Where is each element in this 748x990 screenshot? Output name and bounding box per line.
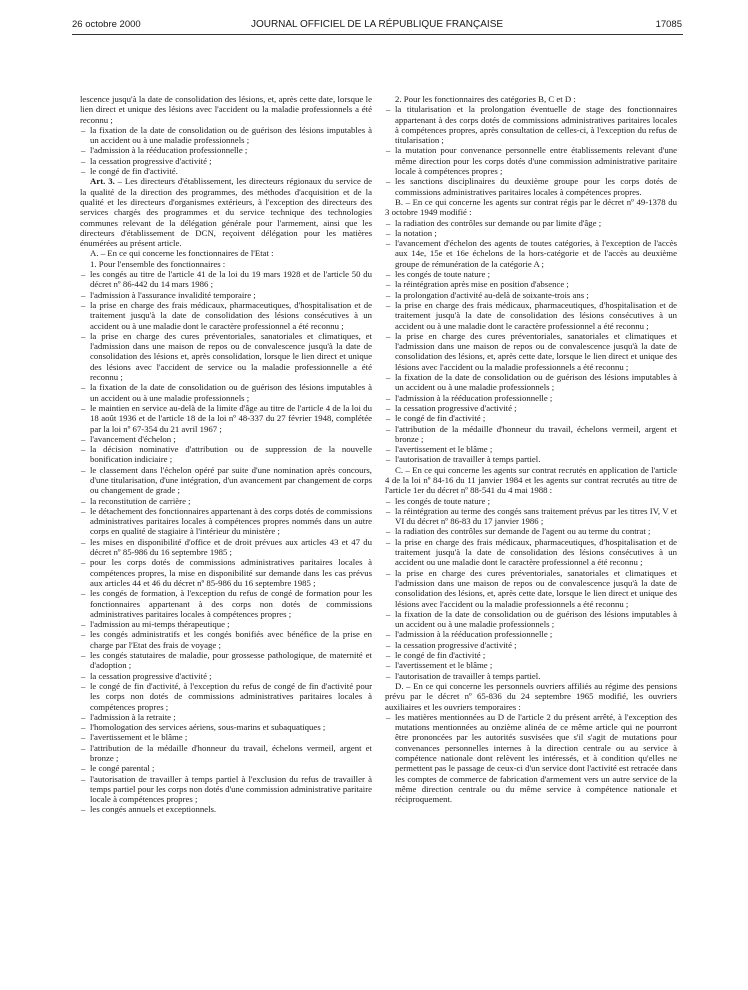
list-item: – l'autorisation de travailler à temps partiel à l'exclusion du refus de travailler à temps partiel pour les corps non dotés d'une commission administrative paritaire locale à compétences propres ; [80, 774, 372, 805]
list-item: – la radiation des contrôles sur demande de l'agent ou au terme du contrat ; [385, 526, 677, 536]
list-d [385, 218, 677, 465]
page-number: 17085 [655, 19, 682, 30]
list-item: – les congés de toute nature ; [385, 496, 677, 506]
list-item: – l'attribution de la médaille d'honneur du travail, échelons vermeil, argent et bronze ; [385, 424, 677, 445]
list-item: – l'admission à la rééducation professionnelle ; [80, 145, 372, 155]
article-3-text: – Les directeurs d'établissement, les directeurs régionaux du service de la qualité de la direction des programmes, des méthodes d'acquisition et de la qualité et les directeurs d'organismes extérieurs, à l'exception des directeurs des services chargés des programmes et du service technique des technologies communes relevant de la délégation générale pour l'armement, ainsi que les directeurs d'établissement de DCN, reçoivent délégation pour les matières énumérées au présent article. [80, 176, 372, 249]
list-item: – les mises en disponibilité d'office et de droit prévues aux articles 43 et 47 du décret nº 85-986 du 16 septembre 1985 ; [80, 537, 372, 558]
list-item: – l'avancement d'échelon des agents de toutes catégories, à l'exception de l'accès aux 14e, 15e et 16e échelons de la hors-catégorie et de l'accès au deuxième groupe de rémunération de la catégorie A ; [385, 238, 677, 269]
list-item: – l'admission à la rééducation professionnelle ; [385, 393, 677, 403]
list-item: – l'admission à l'assurance invalidité temporaire ; [80, 290, 372, 300]
list-item: – la cessation progressive d'activité ; [80, 671, 372, 681]
list-item: – l'admission à la rééducation professionnelle ; [385, 629, 677, 639]
list-item: – les congés au titre de l'article 41 de la loi du 19 mars 1928 et de l'article 50 du décret nº 86-442 du 14 mars 1986 ; [80, 269, 372, 290]
list-item: – la prise en charge des frais médicaux, pharmaceutiques, d'hospitalisation et de traitement jusqu'à la date de consolidation des lésions consécutives à un accident ou à une maladie dont le caractère professionnel a été reconnu ; [80, 300, 372, 331]
list-item: – la fixation de la date de consolidation ou de guérison des lésions imputables à un accident ou à une maladie professionnels ; [80, 125, 372, 146]
list-item: – l'admission au mi-temps thérapeutique ; [80, 619, 372, 629]
list-item: – la notation ; [385, 228, 677, 238]
list-item: – les congés de formation, à l'exception du refus de congé de formation pour les fonctionnaires appartenant à des corps non dotés de commissions administratives paritaires locales à compétences propres ; [80, 588, 372, 619]
list-item: – la titularisation et la prolongation éventuelle de stage des fonctionnaires appartenant à des corps dotés de commissions administratives paritaires locales à compétences propres, après consultation de celles-ci, à l'exception du refus de titularisation ; [385, 104, 677, 145]
list-item: – le congé de fin d'activité ; [385, 413, 677, 423]
list-item: – la prise en charge des frais médicaux, pharmaceutiques, d'hospitalisation et de traitement jusqu'à la date de consolidation des lésions consécutives à un accident ou une maladie dont le caractère professionnel a été reconnu ; [385, 537, 677, 568]
list-c [385, 104, 677, 197]
list-f [385, 712, 677, 805]
list-item: – les congés de toute nature ; [385, 269, 677, 279]
continued-paragraph: lescence jusqu'à la date de consolidation des lésions, et, après cette date, lorsque le lien direct et unique des lésions avec l'accident ou la maladie professionnels a été reconnu ; [80, 94, 372, 125]
list-item: – la réintégration au terme des congés sans traitement prévus par les titres IV, V et VI du décret nº 86-83 du 17 janvier 1986 ; [385, 506, 677, 527]
list-item: – la décision nominative d'attribution ou de suppression de la nouvelle bonification indiciaire ; [80, 444, 372, 465]
subsection-1-heading: 1. Pour l'ensemble des fonctionnaires : [90, 258, 226, 269]
list-item: – le maintien en service au-delà de la limite d'âge au titre de l'article 4 de la loi du 18 août 1936 et de l'article 18 de la loi nº 48-337 du 27 février 1948, complétée par la loi nº 67-354 du 21 avril 1967 ; [80, 403, 372, 434]
list-e [385, 496, 677, 681]
list-item: – la cessation progressive d'activité ; [385, 640, 677, 650]
journal-title: JOURNAL OFFICIEL DE LA RÉPUBLIQUE FRANÇAISE [250, 19, 504, 30]
subsection-2-heading: 2. Pour les fonctionnaires des catégories B, C et D : [395, 94, 576, 104]
section-c-heading: C. – En ce qui concerne les agents sur contrat recrutés en application de l'article 4 de la loi nº 84-16 du 11 janvier 1984 et les agents sur contrat recrutés au titre de l'article 1er du décret nº 88-541 du 4 mai 1988 : [385, 464, 677, 496]
list-item: – la cessation progressive d'activité ; [385, 403, 677, 413]
list-item: – les congés administratifs et les congés bonifiés avec bénéfice de la prise en charge par l'Etat des frais de voyage ; [80, 629, 372, 650]
list-item: – le congé de fin d'activité. [80, 166, 372, 176]
list-item: – l'avertissement et le blâme ; [80, 732, 372, 742]
section-a-heading: A. – En ce qui concerne les fonctionnaires de l'Etat : [90, 248, 274, 259]
list-item: – le congé parental ; [80, 763, 372, 773]
issue-date: 26 octobre 2000 [72, 19, 141, 30]
right-column [385, 94, 677, 804]
list-item: – l'avertissement et le blâme ; [385, 444, 677, 454]
list-item: – les sanctions disciplinaires du deuxième groupe pour les corps dotés de commissions administratives paritaires locales à compétences propres. [385, 176, 677, 197]
list-item: – la reconstitution de carrière ; [80, 496, 372, 506]
list-item: – le détachement des fonctionnaires appartenant à des corps dotés de commissions administratives paritaires locales à compétences propres nommés dans un autre corps en qualité de stagiaire à l'intérieur du ministère ; [80, 506, 372, 537]
section-d-heading: D. – En ce qui concerne les personnels ouvriers affiliés au régime des pensions prévu par le décret nº 65-836 du 24 septembre 1965 modifié, les ouvriers auxiliaires et les ouvriers temporaires : [385, 680, 677, 712]
list-item: – pour les corps dotés de commissions administratives paritaires locales à compétences propres, la mise en disponibilité sur demande dans les cas prévus aux articles 44 et 46 du décret nº 85-986 du 16 septembre 1985 ; [80, 557, 372, 588]
list-b [80, 269, 372, 815]
list-item: – les congés annuels et exceptionnels. [80, 804, 372, 814]
list-item: – les congés statutaires de maladie, pour grossesse pathologique, de maternité et d'adoption ; [80, 650, 372, 671]
header-rule [72, 34, 683, 35]
list-item: – la cessation progressive d'activité ; [80, 156, 372, 166]
list-item: – l'avancement d'échelon ; [80, 434, 372, 444]
list-item: – le congé de fin d'activité ; [385, 650, 677, 660]
list-item: – la prise en charge des frais médicaux, pharmaceutiques, d'hospitalisation et de traitement jusqu'à la date de consolidation des lésions consécutives à un accident ou à une maladie dont le caractère professionnel a été reconnu ; [385, 300, 677, 331]
list-item: – la prise en charge des cures préventoriales, sanatoriales et climatiques et l'admission dans une maison de repos ou de convalescence jusqu'à la date de consolidation des lésions, et, après cette date, lorsque le lien direct et unique des lésions avec l'accident ou la maladie professionnels a été reconnu ; [385, 568, 677, 609]
list-item: – le classement dans l'échelon opéré par suite d'une nomination après concours, d'une titularisation, d'une intégration, d'un avancement par changement de corps ou changement de grade ; [80, 465, 372, 496]
list-item: – l'autorisation de travailler à temps partiel. [385, 671, 677, 681]
list-item: – la réintégration après mise en position d'absence ; [385, 279, 677, 289]
list-item: – les matières mentionnées au D de l'article 2 du présent arrêté, à l'exception des mutations mentionnées au onzième alinéa de ce même article qui ne pourront être prononcées par les autorités susvisées que s'il s'agit de mutations pour convenances personnelles internes à la direction centrale ou au service à compétence nationale dont relèvent les intéressés, et à condition qu'elles ne permettent pas le passage de ceux-ci d'un service dont l'activité est retracée dans les comptes de commerce de fabrication d'armement vers un autre service de la même direction centrale ou du même service à compétence nationale et réciproquement. [385, 712, 677, 805]
list-item: – la radiation des contrôles sur demande ou par limite d'âge ; [385, 218, 677, 228]
list-item: – la prise en charge des cures préventoriales, sanatoriales et climatiques et l'admission dans une maison de repos ou de convalescence jusqu'à la date de consolidation des lésions, et, après cette date, lorsque le lien direct et unique des lésions avec l'accident ou la maladie professionnels a été reconnu ; [385, 331, 677, 372]
list-item: – l'homologation des services aériens, sous-marins et subaquatiques ; [80, 722, 372, 732]
list-item: – le congé de fin d'activité, à l'exception du refus de congé de fin d'activité pour les corps non dotés de commissions administratives paritaires locales à compétences propres ; [80, 681, 372, 712]
list-item: – la fixation de la date de consolidation ou de guérison des lésions imputables à un accident ou à une maladie professionnels ; [385, 609, 677, 630]
list-item: – la prise en charge des cures préventoriales, sanatoriales et climatiques, et l'admission dans une maison de repos ou de convalescence jusqu'à la date de consolidation des lésions et, après consolidation, lorsque le lien direct et unique des lésions avec l'accident de service ou la maladie professionnelle a été reconnu ; [80, 331, 372, 382]
article-3 [80, 176, 372, 248]
list-item: – l'attribution de la médaille d'honneur du travail, échelons vermeil, argent et bronze ; [80, 743, 372, 764]
list-item: – l'admission à la retraite ; [80, 712, 372, 722]
list-item: – la fixation de la date de consolidation ou de guérison des lésions imputables à un accident ou à une maladie professionnels ; [80, 382, 372, 403]
list-item: – la prolongation d'activité au-delà de soixante-trois ans ; [385, 290, 677, 300]
list-item: – la fixation de la date de consolidation ou de guérison des lésions imputables à un accident ou à une maladie professionnels ; [385, 372, 677, 393]
list-item: – la mutation pour convenance personnelle entre établissements relevant d'une même direction pour les corps dotés d'une commission administrative paritaire locale à compétences propres ; [385, 145, 677, 176]
section-b-heading: B. – En ce qui concerne les agents sur contrat régis par le décret nº 49-1378 du 3 octobre 1949 modifié : [385, 196, 677, 218]
article-3-label: Art. 3. [90, 176, 115, 187]
page-header [72, 19, 682, 33]
left-column [80, 94, 372, 815]
list-a [80, 125, 372, 176]
list-item: – l'autorisation de travailler à temps partiel. [385, 454, 677, 464]
list-item: – l'avertissement et le blâme ; [385, 660, 677, 670]
